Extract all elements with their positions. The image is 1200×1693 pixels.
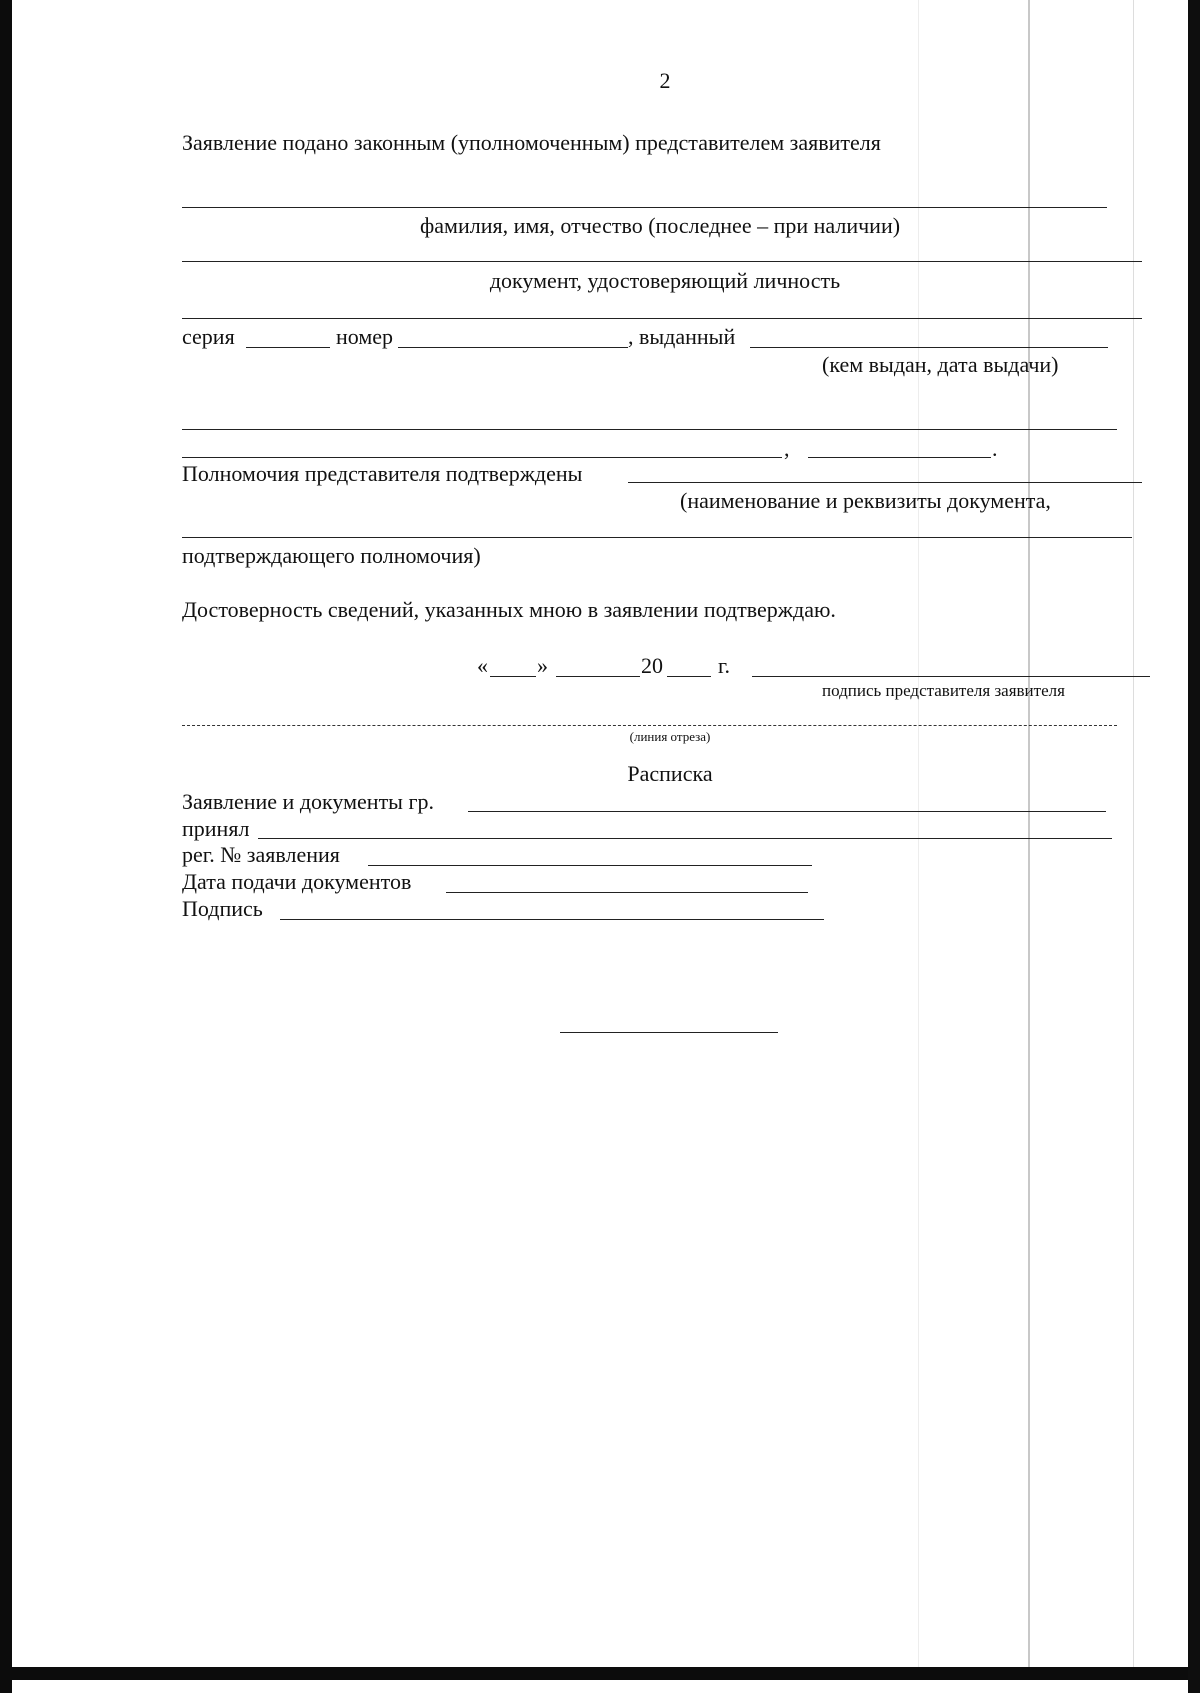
id-doc-second-line <box>182 318 1142 319</box>
receipt-accepted-line <box>258 838 1112 839</box>
representative-heading: Заявление подано законным (уполномоченным) представителем заявителя <box>182 130 881 155</box>
authority-caption-2: подтверждающего полномочия) <box>182 543 481 568</box>
issued-label: , выданный <box>628 324 736 349</box>
issued-field-line <box>750 347 1108 348</box>
receipt-date-line <box>446 892 808 893</box>
day-field-line <box>490 676 536 677</box>
number-field-line <box>398 347 628 348</box>
scan-border-left <box>0 0 12 1693</box>
year-field-line <box>667 676 711 677</box>
receipt-reg-line <box>368 865 812 866</box>
receipt-title: Расписка <box>627 761 713 786</box>
confirmation-text: Достоверность сведений, указанных мною в заявлении подтверждаю. <box>182 597 836 622</box>
authority-field-line <box>628 482 1142 483</box>
number-label: номер <box>336 324 394 349</box>
fio-caption: фамилия, имя, отчество (последнее – при наличии) <box>420 213 901 238</box>
receipt-docs-label: Заявление и документы гр. <box>182 789 434 814</box>
authority-caption-1: (наименование и реквизиты документа, <box>680 488 1051 513</box>
comma-mark: , <box>784 436 790 461</box>
receipt-date-label: Дата подачи документов <box>182 869 412 894</box>
signature-caption: подпись представителя заявителя <box>822 681 1065 700</box>
issued-extra-line-2 <box>182 457 782 458</box>
page-number: 2 <box>659 68 671 93</box>
cut-line-label: (линия отреза) <box>629 729 711 744</box>
year-prefix: 20 <box>641 653 663 678</box>
scan-fold-line <box>1133 0 1134 1667</box>
receipt-docs-line <box>468 811 1106 812</box>
year-suffix: г. <box>718 653 731 678</box>
scan-fold-line <box>1028 0 1030 1667</box>
id-doc-caption: документ, удостоверяющий личность <box>489 268 841 293</box>
receipt-signature-line <box>280 919 824 920</box>
scan-border-right <box>1188 0 1200 1693</box>
series-field-line <box>246 347 330 348</box>
scan-fold-line <box>918 0 919 1667</box>
issued-extra-line-3 <box>808 457 991 458</box>
issued-extra-line-1 <box>182 429 1117 430</box>
scan-border-bottom <box>0 1667 1200 1680</box>
receipt-signature-label: Подпись <box>182 896 263 921</box>
quote-open: « <box>477 653 488 678</box>
authority-label: Полномочия представителя подтверждены <box>182 461 583 486</box>
signature-field-line <box>752 676 1150 677</box>
quote-close: » <box>537 653 548 678</box>
period-mark: . <box>992 436 998 461</box>
issued-caption: (кем выдан, дата выдачи) <box>822 352 1059 377</box>
id-doc-field-line <box>182 261 1142 262</box>
receipt-accepted-label: принял <box>182 816 250 841</box>
end-separator-line <box>560 1032 778 1033</box>
month-field-line <box>556 676 640 677</box>
cut-line <box>182 725 1117 726</box>
receipt-reg-label: рег. № заявления <box>182 842 340 867</box>
fio-field-line <box>182 207 1107 208</box>
authority-extra-line <box>182 537 1132 538</box>
series-label: серия <box>182 324 235 349</box>
